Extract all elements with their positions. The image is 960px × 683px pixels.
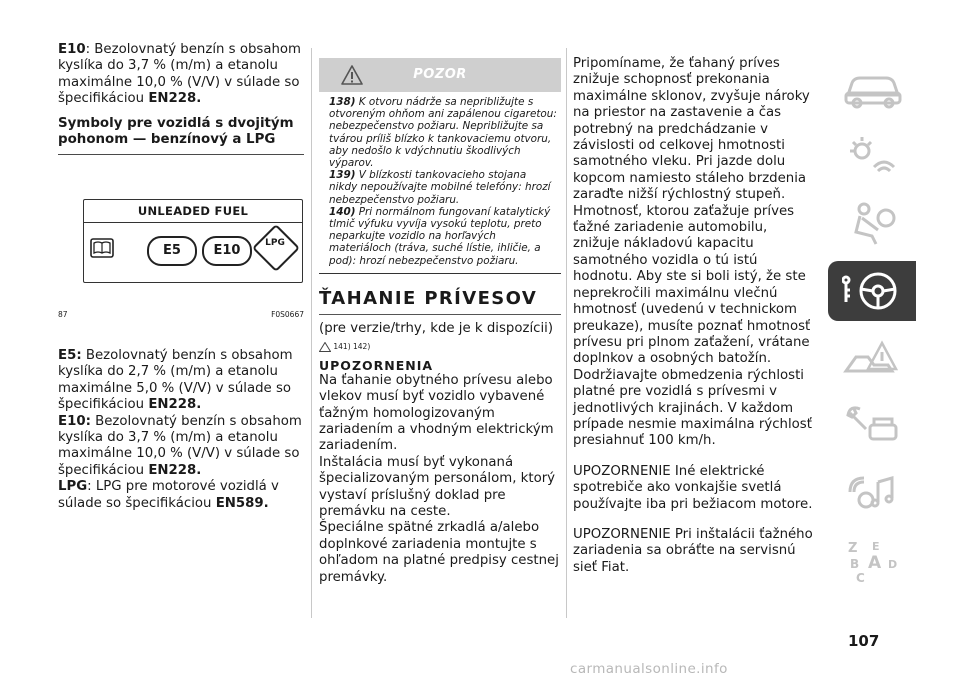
svg-text:D: D xyxy=(888,557,898,571)
warning-139: 139) V blízkosti tankovacieho stojana nikdy nepoužívajte mobilné telefóny: hrozí nebezpečenstvo požiaru. xyxy=(329,169,551,206)
heading-rule xyxy=(58,154,304,155)
fuel-badge-lpg-text: LPG xyxy=(265,238,285,248)
manual-book-icon xyxy=(90,238,114,258)
warning-140: 140) Pri normálnom fungovaní katalytický tlmič výfuku vyvíja vysokú teplotu, preto neparkujte vozidlo na horľavých materiáloch (tráva, suché lístie, ihličie, a pod): hrozí nebezpečenstvo požiaru. xyxy=(329,205,551,267)
chapter-tabs xyxy=(828,58,916,598)
text-e10: : Bezolovnatý benzín s obsahom kyslíka do 3,7 % (m/m) a etanolu maximálne 10,0 % (V/V) v súlade so špecifikáciou xyxy=(58,42,301,107)
svg-text:A: A xyxy=(868,552,882,573)
paragraph-e10: E10: Bezolovnatý benzín s obsahom kyslíka do 3,7 % (m/m) a etanolu maximálne 10,0 % (V/V) v súlade so špecifikáciou EN228. xyxy=(58,413,302,478)
tab-emergency[interactable] xyxy=(828,328,916,388)
fuel-badge-e5: E5 xyxy=(147,236,197,266)
car-icon xyxy=(842,65,904,111)
paragraph-towing-1: Na ťahanie obytného prívesu alebo vlekov musí byť vozidlo vybavené ťažným homologizovaným zariadením a vhodným elektrickým zariadením. xyxy=(319,372,554,454)
fuel-label: UNLEADED FUEL xyxy=(84,200,302,223)
section-title-towing: ŤAHANIE PRÍVESOV xyxy=(319,288,538,310)
fuel-badge-e10: E10 xyxy=(202,236,252,266)
column-middle xyxy=(319,58,561,586)
paragraph-trailer-3: Dodržiavajte obmedzenia rýchlosti platné pre vozidlá s prívesmi v jednotlivých krajinách. V každom prípade nesmie maximálna rýchlosť presiahnuť 100 km/h. xyxy=(573,367,812,449)
paragraph-trailer-2: Hmotnosť, ktorou zaťažuje príves ťažné zariadenie automobilu, znižuje nákladovú kapacitu samotného vozidla o tú istú hodnotu. Aby ste si boli istý, že ste neprekročili maximálnu vlečnú hmotnosť (uvedenú v technickom preukaze), musíte poznať hmotnosť prívesu pri plnom zaťažení, vrátane doplnkov a osobných batožín. xyxy=(573,203,811,367)
tab-starting-driving[interactable] xyxy=(828,261,916,321)
tab-multimedia[interactable] xyxy=(828,463,916,523)
paragraph-e5: E5: Bezolovnatý benzín s obsahom kyslíka do 2,7 % (m/m) a etanolu maximálne 5,0 % (V/V) v súlade so špecifikáciou EN228. xyxy=(58,348,293,413)
tab-dashboard[interactable] xyxy=(828,126,916,186)
note-installation: UPOZORNENIE Pri inštalácii ťažného zariadenia sa obráťte na servisnú sieť Fiat. xyxy=(573,526,813,575)
paragraph-lpg: LPG: LPG pre motorové vozidlá v súlade so špecifikáciou EN589. xyxy=(58,479,279,511)
warning-header xyxy=(319,58,561,92)
emergency-breakdown-icon xyxy=(842,335,904,381)
page-number: 107 xyxy=(848,632,880,650)
warning-138: 138) K otvoru nádrže sa nepribližujte s otvoreným ohňom ani zapálenou cigaretou: nebezpečenstvo požiaru. Nepribližujte sa tvárou príliš blízko k tankovaciemu otvoru, aby nedošlo k vdýchnutiu škodlivých výparov. xyxy=(329,96,557,170)
alphabetical-index-icon xyxy=(842,538,904,584)
label-e10: E10 xyxy=(58,42,86,57)
column-divider-2 xyxy=(566,48,567,618)
warning-body xyxy=(319,92,561,273)
warning-title: POZOR xyxy=(413,67,467,82)
section-heading-dual-fuel: Symboly pre vozidlá s dvojitým pohonom — benzínový a LPG xyxy=(58,115,294,148)
tab-maintenance[interactable] xyxy=(828,396,916,456)
steering-wheel-key-icon xyxy=(842,268,904,314)
note-electrical: UPOZORNENIE Iné elektrické spotrebiče ako vonkajšie svetlá používajte iba pri bežiacom motore. xyxy=(573,463,813,512)
paragraph-towing-2: Inštalácia musí byť vykonaná špecializovaným personálom, ktorý vystaví príslušný doklad pre premávku na ceste. xyxy=(319,454,556,519)
figure-code: F0S0667 xyxy=(271,310,304,319)
dashboard-lights-icon xyxy=(842,133,904,179)
fuel-badge-lpg-diamond xyxy=(252,224,300,272)
fuel-symbol-figure xyxy=(83,199,303,283)
svg-text:B: B xyxy=(850,556,860,571)
maintenance-wrench-icon xyxy=(842,403,904,449)
warnings-heading: UPOZORNENIA xyxy=(319,357,434,373)
multimedia-icon xyxy=(842,470,904,516)
warning-bottom-rule xyxy=(319,273,561,275)
svg-text:C: C xyxy=(856,570,865,584)
paragraph-towing-3: Špeciálne spätné zrkadlá a/alebo doplnkové zariadenia montujte s ohľadom na platné predpisy cestnej premávky. xyxy=(319,520,559,585)
seat-airbag-icon xyxy=(842,200,904,246)
svg-text:Z: Z xyxy=(848,540,858,556)
spec-en228: EN228. xyxy=(148,91,202,107)
figure-caption xyxy=(58,310,304,319)
tab-vehicle[interactable] xyxy=(828,58,916,118)
footer-watermark[interactable]: carmanualsonline.info xyxy=(570,661,728,677)
section-title-rule xyxy=(319,314,561,315)
availability-note: (pre verzie/trhy, kde je k dispozícii) xyxy=(319,321,554,337)
warning-small-icon xyxy=(319,342,331,352)
paragraph-trailer-1: Pripomíname, že ťahaný príves znižuje schopnosť prekonania maximálne sklonov, zvyšuje nároky na priestor na zastavenie a čas potrebný na predchádzanie v závislosti od celkovej hmotnosti samotného vleku. Pri jazde dolu kopcom namiesto stáleho brzdenia zaraďte nižší rýchlostný stupeň. xyxy=(573,56,810,203)
column-divider-1 xyxy=(311,48,312,618)
tab-index[interactable] xyxy=(828,531,916,591)
figure-number: 87 xyxy=(58,310,68,319)
warning-references: 141) 142) xyxy=(319,340,561,354)
column-right xyxy=(573,56,816,576)
svg-text:E: E xyxy=(872,539,880,553)
column-left xyxy=(58,42,304,511)
fuel-definitions xyxy=(58,348,304,512)
tab-safety[interactable] xyxy=(828,193,916,253)
paragraph-e10-intro xyxy=(58,42,304,108)
